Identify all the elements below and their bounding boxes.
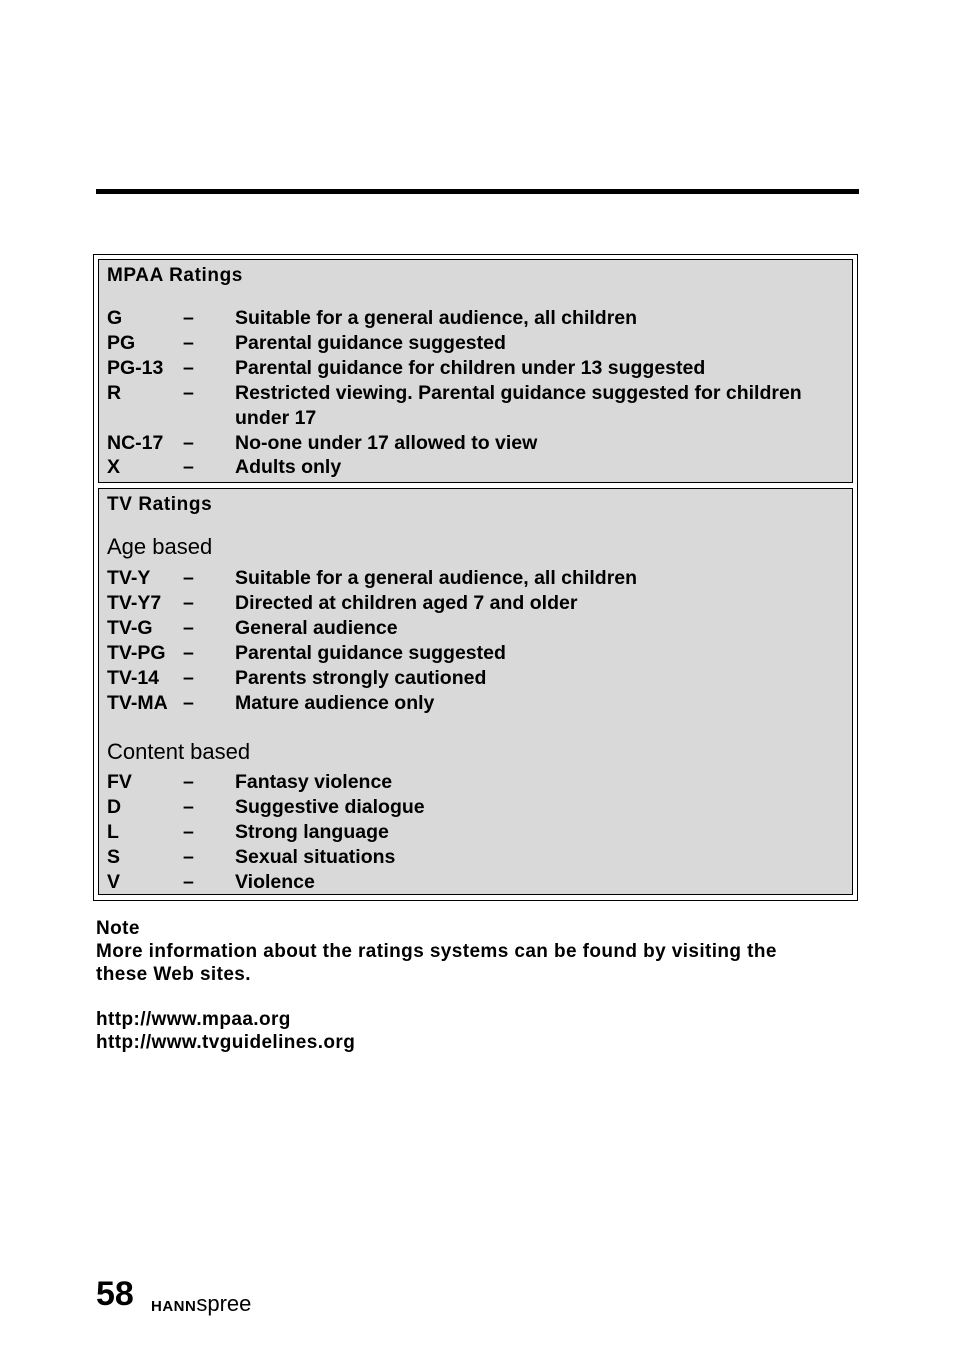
mpaa-row	[107, 356, 847, 381]
dash: –	[183, 691, 194, 714]
rating-code: TV-PG	[107, 641, 166, 664]
tv-age-row	[107, 566, 847, 591]
mpaa-link[interactable]: http://www.mpaa.org	[96, 1009, 291, 1030]
rating-desc: Strong language	[235, 820, 389, 843]
rating-desc: Suitable for a general audience, all children	[235, 567, 638, 589]
age-based-heading: Age based	[107, 534, 213, 559]
tv-age-row	[107, 591, 847, 616]
dash: –	[183, 820, 194, 843]
tv-age-row	[107, 641, 847, 666]
rating-code: S	[107, 845, 121, 868]
rating-desc: Sexual situations	[235, 845, 396, 868]
mpaa-panel	[98, 259, 853, 483]
brand-logo-bold: HANN	[151, 1298, 197, 1315]
rating-code: FV	[107, 771, 132, 793]
dash: –	[183, 845, 194, 868]
rating-desc: Restricted viewing. Parental guidance suggested for children under 17	[235, 381, 802, 429]
mpaa-row	[107, 331, 847, 356]
tv-age-row	[107, 666, 847, 691]
tv-title: TV Ratings	[107, 494, 213, 515]
rating-code: TV-G	[107, 616, 153, 639]
brand-logo-light: spree	[196, 1291, 252, 1316]
rating-code: R	[107, 381, 122, 404]
brand-logo	[151, 1291, 251, 1320]
rating-code: PG	[107, 331, 136, 354]
rating-code: TV-Y7	[107, 591, 162, 614]
tv-content-row	[107, 870, 847, 895]
dash: –	[183, 771, 194, 793]
tv-content-row	[107, 845, 847, 870]
dash: –	[183, 616, 194, 639]
rating-code: TV-Y	[107, 567, 151, 589]
rating-desc: Adults only	[235, 456, 342, 479]
tvguidelines-link[interactable]: http://www.tvguidelines.org	[96, 1032, 356, 1053]
mpaa-title: MPAA Ratings	[107, 265, 243, 286]
rating-code: NC-17	[107, 431, 164, 454]
note-label: Note	[96, 918, 140, 939]
dash: –	[183, 641, 194, 664]
rating-desc: Mature audience only	[235, 691, 435, 714]
tv-age-row	[107, 616, 847, 641]
mpaa-row	[107, 455, 847, 480]
dash: –	[183, 567, 194, 589]
dash: –	[183, 870, 194, 893]
rating-code: V	[107, 870, 121, 893]
rating-desc: Suggestive dialogue	[235, 795, 425, 818]
dash: –	[183, 307, 194, 329]
rating-desc: Violence	[235, 870, 315, 893]
age-based-rows	[107, 566, 847, 715]
mpaa-rows	[107, 306, 847, 480]
tv-content-row	[107, 820, 847, 845]
dash: –	[183, 331, 194, 354]
tv-content-row	[107, 795, 847, 820]
note-text-line1: More information about the ratings systems can be found by visiting the	[96, 941, 777, 962]
page-number: 58	[96, 1275, 134, 1313]
rating-desc: No-one under 17 allowed to view	[235, 431, 538, 454]
content-based-rows	[107, 770, 847, 895]
rating-desc: Parental guidance suggested	[235, 641, 506, 664]
dash: –	[183, 795, 194, 818]
top-rule	[96, 189, 859, 194]
content-based-heading: Content based	[107, 739, 251, 764]
rating-code: TV-14	[107, 666, 160, 689]
rating-desc: General audience	[235, 616, 398, 639]
rating-desc: Parental guidance for children under 13 suggested	[235, 356, 706, 379]
rating-desc: Parents strongly cautioned	[235, 666, 487, 689]
mpaa-row	[107, 381, 847, 431]
ratings-table	[93, 254, 858, 901]
tv-content-row	[107, 770, 847, 795]
tv-age-row	[107, 691, 847, 716]
dash: –	[183, 381, 194, 404]
note-text-line2: these Web sites.	[96, 964, 251, 985]
rating-code: TV-MA	[107, 691, 168, 714]
rating-code: X	[107, 456, 121, 479]
rating-desc: Directed at children aged 7 and older	[235, 591, 578, 614]
rating-code: G	[107, 307, 123, 329]
rating-code: PG-13	[107, 356, 164, 379]
dash: –	[183, 431, 194, 454]
rating-code: D	[107, 795, 122, 818]
dash: –	[183, 666, 194, 689]
rating-desc: Suitable for a general audience, all children	[235, 307, 638, 329]
mpaa-row	[107, 306, 847, 331]
rating-code: L	[107, 820, 119, 843]
rating-desc: Parental guidance suggested	[235, 331, 506, 354]
mpaa-row	[107, 431, 847, 456]
dash: –	[183, 356, 194, 379]
dash: –	[183, 591, 194, 614]
rating-desc: Fantasy violence	[235, 771, 393, 793]
tv-panel	[98, 488, 853, 895]
dash: –	[183, 456, 194, 479]
